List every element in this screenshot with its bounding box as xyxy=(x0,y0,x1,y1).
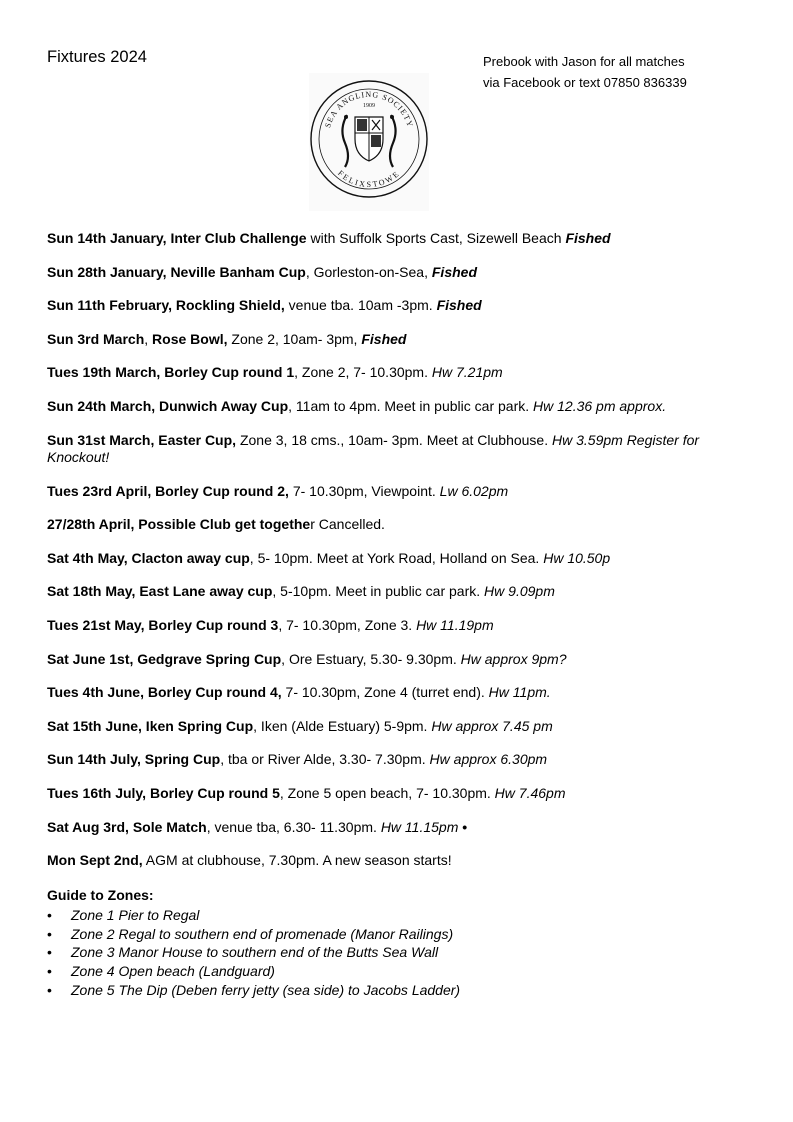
fixture-text: , 5- 10pm. Meet at York Road, Holland on Sea. xyxy=(249,549,544,566)
fixture-text: Sun 14th January, Inter Club Challenge xyxy=(47,230,307,246)
fixture-text: Fished xyxy=(565,230,611,246)
fixture-item xyxy=(47,651,747,685)
prebook-line-2: via Facebook or text 07850 836339 xyxy=(483,75,687,90)
fixture-text: with Suffolk Sports Cast, Sizewell Beach xyxy=(306,230,566,246)
fixture-text: • xyxy=(458,818,468,835)
fixture-text: Fished xyxy=(361,330,407,347)
fixture-text: Sun 11th February, Rockling Shield, xyxy=(47,297,285,314)
prebook-line-1: Prebook with Jason for all matches xyxy=(483,54,685,69)
fixture-item xyxy=(47,483,747,517)
fixture-item xyxy=(47,398,747,432)
fixture-text: , venue tba, 6.30- 11.30pm. xyxy=(206,818,381,835)
fixture-text: Tues 23rd April, Borley Cup round 2, xyxy=(47,482,289,499)
fixture-text: Fished xyxy=(436,297,482,314)
fixture-text: Rose Bowl, xyxy=(152,330,228,347)
fixture-text: Sun 3rd March xyxy=(47,330,145,347)
fixture-text: 27/28th April, Possible Club get togethe xyxy=(47,516,311,533)
fixture-item xyxy=(47,852,747,886)
fixture-item xyxy=(47,583,747,617)
fixture-text: , Ore Estuary, 5.30- 9.30pm. xyxy=(281,650,461,667)
zone-item xyxy=(47,906,460,925)
zone-text: Zone 1 Pier to Regal xyxy=(71,907,200,923)
fixture-text: Sat 18th May, East Lane away cup xyxy=(47,583,273,600)
fixture-text: AGM at clubhouse, 7.30pm. A new season starts! xyxy=(142,852,452,869)
fixture-item xyxy=(47,819,747,853)
zone-text: Zone 4 Open beach (Landguard) xyxy=(71,963,275,980)
fixture-text: Hw approx 7.45 pm xyxy=(431,717,553,734)
fixture-text: Sat Aug 3rd, Sole Match xyxy=(47,818,207,835)
fixture-text: Tues 16th July, Borley Cup round 5 xyxy=(47,784,280,801)
fixture-text: , 5-10pm. Meet in public car park. xyxy=(272,583,485,600)
fixture-item xyxy=(47,550,747,584)
logo-year: 1909 xyxy=(363,103,375,109)
zone-item xyxy=(47,925,460,944)
fixture-item xyxy=(47,432,747,483)
fixture-text: Sun 24th March, Dunwich Away Cup xyxy=(47,397,289,414)
prebook-note xyxy=(483,51,687,93)
bullet-icon: • xyxy=(47,944,52,961)
fixture-item xyxy=(47,516,747,550)
bullet-icon: • xyxy=(47,925,52,942)
bullet-icon: • xyxy=(47,981,52,998)
fixture-text: Hw 12.36 pm approx. xyxy=(533,397,667,414)
fixture-text: Sat 15th June, Iken Spring Cup xyxy=(47,717,254,734)
zone-item xyxy=(47,943,460,962)
fixture-text: Hw 9.09pm xyxy=(484,583,555,600)
fixture-text: Zone 3, 18 cms., 10am- 3pm. Meet at Clubhouse. xyxy=(236,431,552,448)
fixture-text: Sat 4th May, Clacton away cup xyxy=(47,549,250,566)
fixture-text: Sun 31st March, Easter Cup, xyxy=(47,431,237,448)
fixture-text: Zone 2, 10am- 3pm, xyxy=(227,330,362,347)
club-logo xyxy=(309,73,429,211)
fixture-text: , 7- 10.30pm, Zone 3. xyxy=(278,616,417,633)
fixture-text: Hw 11pm. xyxy=(488,684,551,701)
logo-bottom-text: FELIXSTOWE xyxy=(336,168,402,190)
fixture-text: Fished xyxy=(431,263,477,280)
zone-text: Zone 3 Manor House to southern end of the Butts Sea Wall xyxy=(71,944,439,961)
fixture-item xyxy=(47,230,747,264)
fixture-text: Hw approx 6.30pm xyxy=(429,751,548,768)
fixture-text: Hw 7.46pm xyxy=(494,784,566,801)
fixture-text: , Zone 2, 7- 10.30pm. xyxy=(294,364,432,381)
fixture-text: Tues 21st May, Borley Cup round 3 xyxy=(47,616,279,633)
svg-text:FELIXSTOWE xyxy=(336,169,402,190)
fixture-item xyxy=(47,331,747,365)
fixture-text: Hw 11.15pm xyxy=(380,818,459,835)
fixture-item xyxy=(47,718,747,752)
fixture-item xyxy=(47,617,747,651)
fixture-text: Tues 4th June, Borley Cup round 4, xyxy=(47,684,282,701)
club-logo-graphic xyxy=(309,73,429,211)
fixture-item xyxy=(47,297,747,331)
fish-right-icon xyxy=(390,115,396,167)
fixture-text: 7- 10.30pm, Viewpoint. xyxy=(288,482,440,499)
fixture-text: , xyxy=(144,330,153,347)
bullet-icon: • xyxy=(47,907,52,923)
zone-text: Zone 5 The Dip (Deben ferry jetty (sea side) to Jacobs Ladder) xyxy=(71,981,461,998)
fixture-text: , Gorleston-on-Sea, xyxy=(305,263,432,280)
fixture-text: Sun 28th January, Neville Banham Cup xyxy=(47,263,306,280)
fixture-text: Hw 7.21pm xyxy=(431,364,503,381)
fixture-item xyxy=(47,684,747,718)
page-title: Fixtures 2024 xyxy=(47,48,147,66)
logo-top-text: SEA ANGLING SOCIETY xyxy=(323,89,415,129)
fixture-item xyxy=(47,751,747,785)
fixture-item xyxy=(47,264,747,298)
fixture-text: , Zone 5 open beach, 7- 10.30pm. xyxy=(279,784,495,801)
fixture-text: Hw 11.19pm xyxy=(416,616,494,633)
fixture-text: , tba or River Alde, 3.30- 7.30pm. xyxy=(220,751,430,768)
fixture-text: Lw 6.02pm xyxy=(439,482,509,499)
fixture-text: Tues 19th March, Borley Cup round 1 xyxy=(47,364,295,381)
fixture-text: , 11am to 4pm. Meet in public car park. xyxy=(288,397,534,414)
bullet-icon: • xyxy=(47,963,52,980)
fixture-text: r Cancelled. xyxy=(310,516,385,533)
fixture-text: Hw 3.59pm Register for Knockout! xyxy=(47,431,700,466)
fixtures-list xyxy=(47,230,747,886)
fixture-text: Hw 10.50p xyxy=(543,549,611,566)
fixture-text: 7- 10.30pm, Zone 4 (turret end). xyxy=(281,684,489,701)
fixture-text: , Iken (Alde Estuary) 5-9pm. xyxy=(253,717,432,734)
zones-list xyxy=(47,906,460,1000)
fixture-text: Hw approx 9pm? xyxy=(460,650,567,667)
fixture-text: Mon Sept 2nd, xyxy=(47,852,143,869)
zone-text: Zone 2 Regal to southern end of promenade (Manor Railings) xyxy=(71,925,454,942)
zone-item xyxy=(47,981,460,1000)
zones-title: Guide to Zones: xyxy=(47,887,154,903)
fixture-item xyxy=(47,364,747,398)
zone-item xyxy=(47,962,460,981)
fixture-item xyxy=(47,785,747,819)
fixture-text: Sun 14th July, Spring Cup xyxy=(47,751,221,768)
fish-left-icon xyxy=(342,115,348,167)
fixture-text: venue tba. 10am -3pm. xyxy=(284,297,437,314)
fixture-text: Sat June 1st, Gedgrave Spring Cup xyxy=(47,650,282,667)
